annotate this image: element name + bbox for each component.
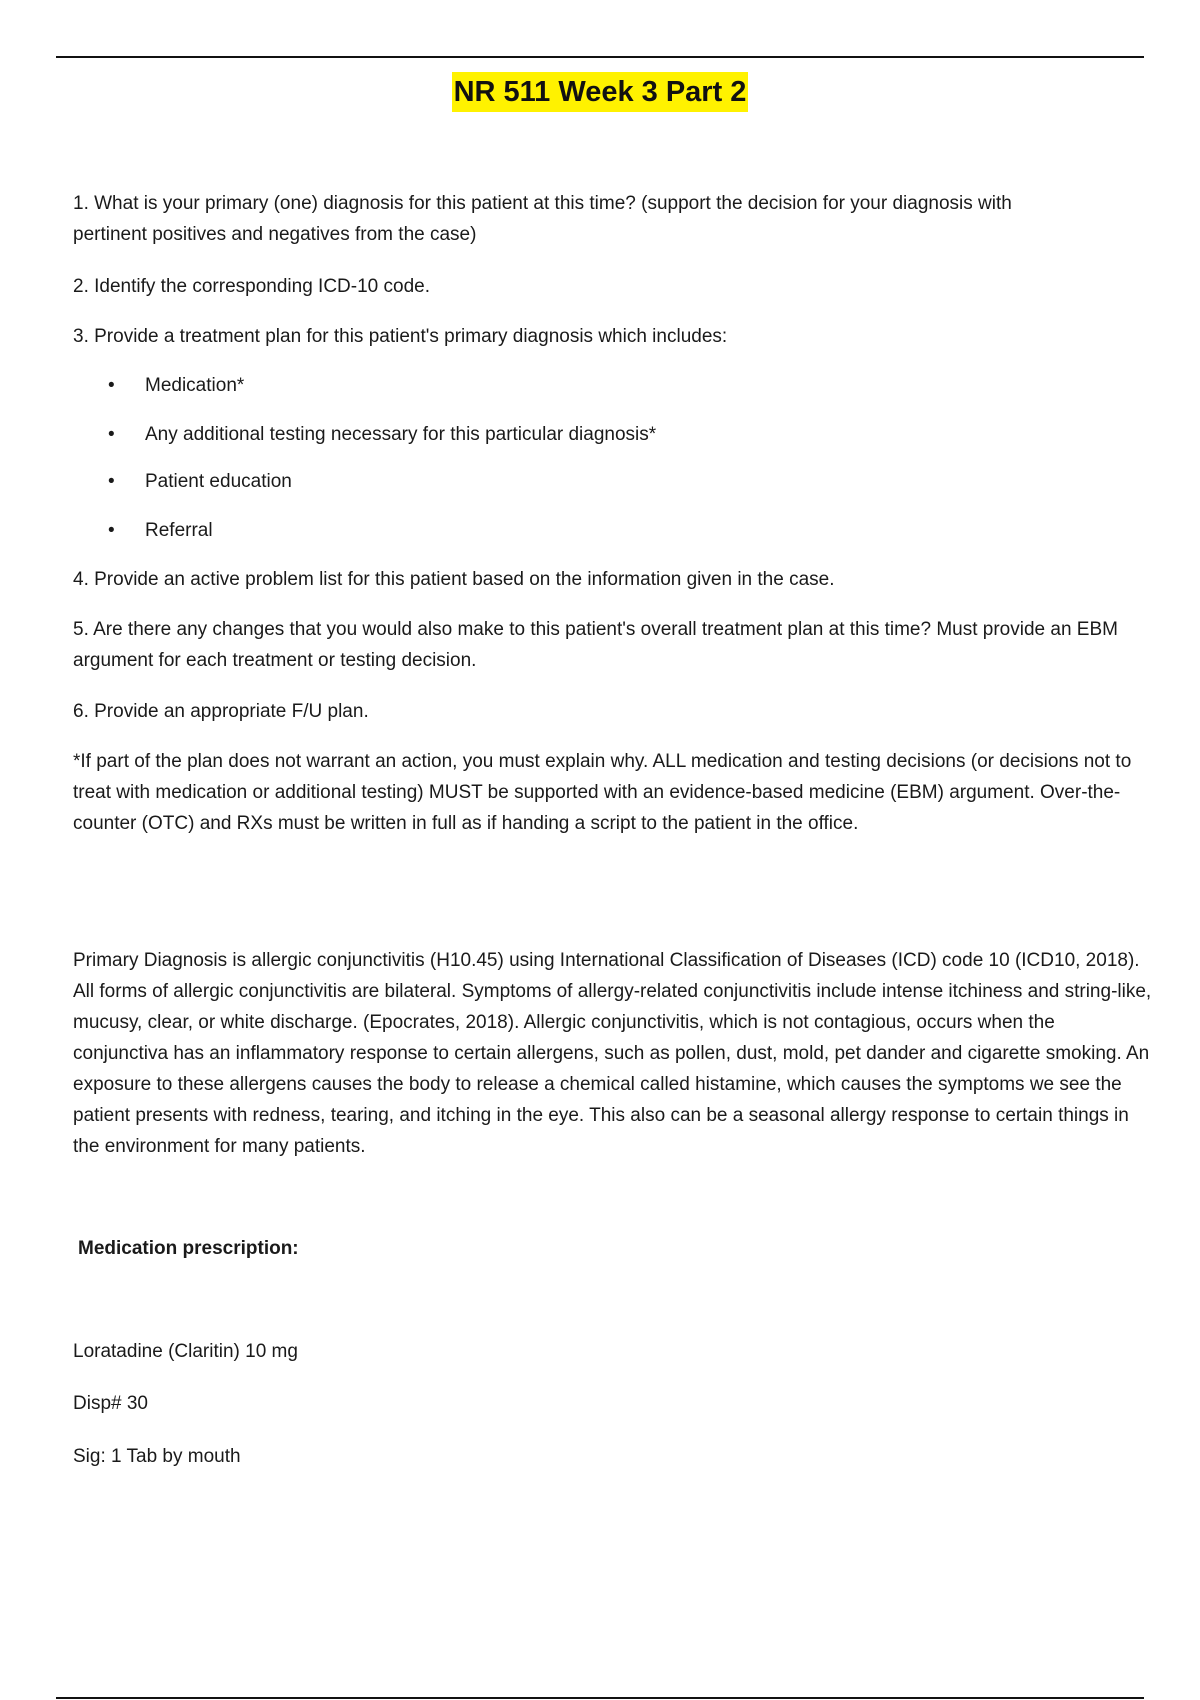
question-2: 2. Identify the corresponding ICD-10 code.	[73, 276, 430, 297]
document-title: NR 511 Week 3 Part 2	[452, 72, 749, 112]
prescription-sig: Sig: 1 Tab by mouth	[73, 1446, 241, 1467]
diagnosis-paragraph: Primary Diagnosis is allergic conjunctivitis (H10.45) using International Classification of Diseases (ICD) code 10 (ICD10, 2018). All forms of allergic conjunctivitis are bilateral. Symptoms of allergy-related conjunctivitis include intense itchiness and string-like, mucusy, clear, or white discharge. (Epocrates, 2018). Allergic conjunctivitis, which is not contagious, occurs when the conjunctiva has an inflammatory response to certain allergens, such as pollen, dust, mold, pet dander and cigarette smoking. An exposure to these allergens causes the body to release a chemical called histamine, which causes the symptoms we see the patient presents with redness, tearing, and itching in the eye. This also can be a seasonal allergy response to certain things in the environment for many patients.	[73, 950, 1152, 1157]
title-wrapper	[0, 72, 1200, 112]
bullet-icon: •	[108, 520, 115, 541]
bullet-icon: •	[108, 375, 115, 396]
plan-item-label: Medication*	[145, 375, 245, 396]
question-6: 6. Provide an appropriate F/U plan.	[73, 701, 369, 722]
instructions-note: *If part of the plan does not warrant an action, you must explain why. ALL medication and testing decisions (or decisions not to treat with medication or additional testing) MUST be supported with an evidence-based medicine (EBM) argument. Over-the-counter (OTC) and RXs must be written in full as if handing a script to the patient in the office.	[73, 751, 1132, 834]
medication-heading: Medication prescription:	[78, 1238, 299, 1259]
question-1: 1. What is your primary (one) diagnosis for this patient at this time? (support the decision for your diagnosis with pertinent positives and negatives from the case)	[73, 193, 1012, 245]
bottom-rule	[56, 1697, 1144, 1699]
bullet-icon: •	[108, 471, 115, 492]
plan-item-label: Referral	[145, 520, 213, 541]
question-5: 5. Are there any changes that you would also make to this patient's overall treatment plan at this time? Must provide an EBM argument for each treatment or testing decision.	[73, 619, 1118, 671]
plan-item-label: Any additional testing necessary for this particular diagnosis*	[145, 424, 657, 445]
bullet-icon: •	[108, 424, 115, 445]
question-3: 3. Provide a treatment plan for this patient's primary diagnosis which includes:	[73, 326, 728, 347]
prescription-drug: Loratadine (Claritin) 10 mg	[73, 1341, 298, 1362]
prescription-dispense: Disp# 30	[73, 1393, 148, 1414]
plan-item-label: Patient education	[145, 471, 292, 492]
top-rule	[56, 56, 1144, 58]
question-4: 4. Provide an active problem list for this patient based on the information given in the case.	[73, 569, 835, 590]
